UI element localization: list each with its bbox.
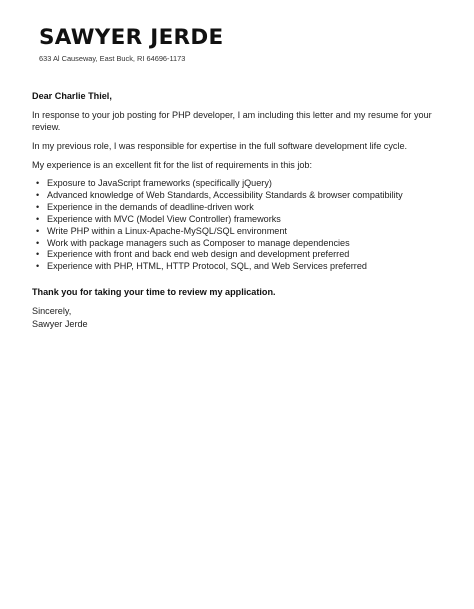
list-item <box>32 226 452 238</box>
requirement-text: Work with package managers such as Composer to manage dependencies <box>47 237 350 248</box>
bullet-icon: • <box>36 225 40 236</box>
requirements-list <box>32 178 452 273</box>
list-item <box>32 214 452 226</box>
requirement-text: Experience with MVC (Model View Controller) frameworks <box>47 213 281 224</box>
bullet-icon: • <box>36 189 40 200</box>
bullet-icon: • <box>36 178 40 188</box>
greeting: Dear Charlie Thiel, <box>32 91 112 101</box>
signoff: Sincerely, <box>32 306 72 317</box>
list-item <box>32 190 452 202</box>
bullet-icon: • <box>36 201 40 212</box>
bullet-icon: • <box>36 249 40 260</box>
list-item <box>32 261 452 273</box>
requirement-text: Experience with front and back end web design and development preferred <box>47 249 350 260</box>
list-item <box>32 202 452 214</box>
requirement-text: Write PHP within a Linux-Apache-MySQL/SQL environment <box>47 225 287 236</box>
applicant-name: SAWYER JERDE <box>39 25 224 50</box>
requirement-text: Experience in the demands of deadline-driven work <box>47 201 254 212</box>
list-item <box>32 238 452 250</box>
experience-paragraph: In my previous role, I was responsible for expertise in the full software development life cycle. <box>32 141 408 151</box>
list-item <box>32 249 452 261</box>
letter-body <box>32 90 452 330</box>
requirement-text: Exposure to JavaScript frameworks (specifically jQuery) <box>47 178 272 188</box>
intro-paragraph: In response to your job posting for PHP developer, I am including this letter and my resume for your review. <box>32 110 432 132</box>
bullet-icon: • <box>36 261 40 272</box>
requirement-text: Advanced knowledge of Web Standards, Accessibility Standards & browser compatibility <box>47 189 403 200</box>
bullet-icon: • <box>36 237 40 248</box>
thanks-line: Thank you for taking your time to review my application. <box>32 287 276 298</box>
applicant-address: 633 Al Causeway, East Buck, RI 64696-1173 <box>39 54 186 63</box>
signature: Sawyer Jerde <box>32 318 88 329</box>
bullet-icon: • <box>36 213 40 224</box>
requirements-intro: My experience is an excellent fit for the list of requirements in this job: <box>32 160 313 170</box>
list-item <box>32 178 452 190</box>
letter-header <box>39 24 224 64</box>
requirement-text: Experience with PHP, HTML, HTTP Protocol, SQL, and Web Services preferred <box>47 261 367 272</box>
